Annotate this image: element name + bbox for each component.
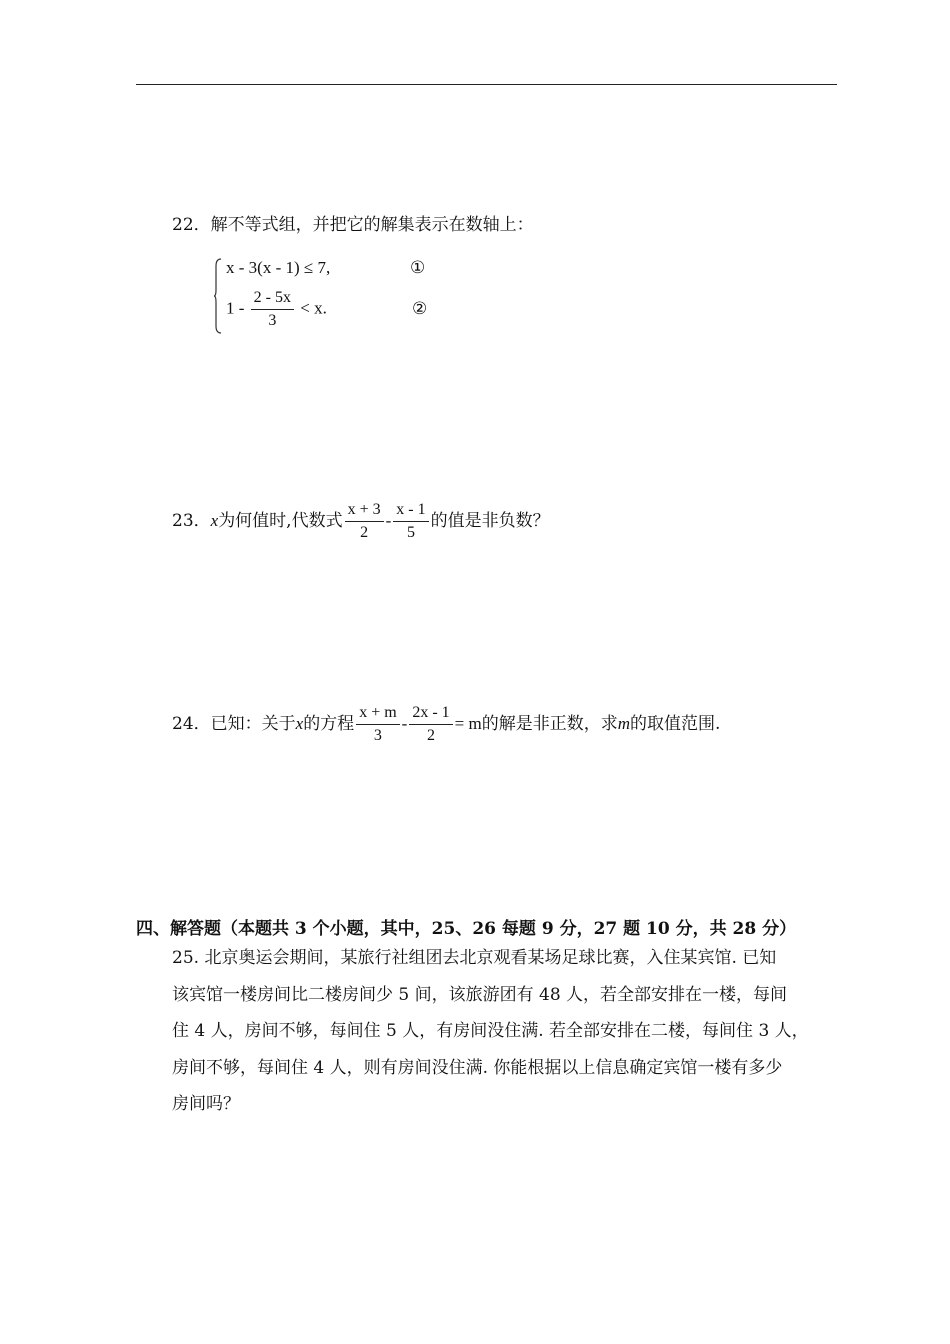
- q23-fraction-1: [345, 501, 384, 542]
- q24-f1-numerator: x + m: [356, 704, 399, 725]
- q25-line: 房间不够，每间住 4 人，则有房间没住满. 你能根据以上信息确定宾馆一楼有多少: [172, 1057, 783, 1078]
- q22-mark-1: ①: [410, 258, 426, 278]
- q23-fraction-2: [393, 501, 428, 542]
- section-4-heading: 四、解答题（本题共 3 个小题，其中，25、26 每题 9 分，27 题 10 分，共 28 分）: [136, 919, 797, 939]
- q23-text-2: 的值是非负数？: [430, 511, 550, 531]
- q22-ineq2-pre: 1 -: [226, 298, 245, 318]
- q22-inequality-1: x - 3(x - 1) ≤ 7,: [226, 258, 331, 277]
- q24-number: 24．: [172, 714, 211, 734]
- q22-ineq2-post: < x.: [300, 298, 327, 318]
- q22-ineq2-numerator: 2 - 5x: [251, 289, 294, 310]
- q23-f2-denominator: 5: [406, 524, 415, 541]
- q25-paragraph: [172, 940, 840, 1123]
- q25-line: 房间吗？: [172, 1094, 240, 1114]
- q24-f1-denominator: 3: [373, 727, 382, 744]
- q22-ineq2-fraction: [251, 289, 294, 330]
- q24: [172, 704, 720, 745]
- q24-f2-numerator: 2x - 1: [409, 704, 452, 725]
- q24-equals-m: = m: [454, 714, 482, 733]
- q24-text-2: 的方程: [303, 714, 355, 734]
- q24-variable-x: x: [295, 714, 304, 733]
- q24-fraction-1: [356, 704, 399, 745]
- q22-inequality-2: [226, 289, 327, 330]
- q24-variable-m: m: [617, 714, 630, 733]
- q22-mark-2: ②: [412, 299, 428, 319]
- system-brace: [214, 258, 222, 334]
- q24-text-3: 的解是非正数，求: [481, 714, 618, 734]
- q23-f1-denominator: 2: [360, 524, 369, 541]
- q23-text-1: 为何值时,代数式: [218, 511, 343, 531]
- q24-f2-denominator: 2: [426, 727, 435, 744]
- q23-f1-numerator: x + 3: [345, 501, 384, 522]
- q23-number: 23．: [172, 511, 211, 531]
- q22-ineq2-denominator: 3: [268, 312, 277, 329]
- q25-line: 该宾馆一楼房间比二楼房间少 5 间，该旅游团有 48 人，若全部安排在一楼，每间: [172, 984, 788, 1005]
- q23-f2-numerator: x - 1: [393, 501, 428, 522]
- q24-fraction-2: [409, 704, 452, 745]
- q25-line: 25. 北京奥运会期间，某旅行社组团去北京观看某场足球比赛，入住某宾馆. 已知: [172, 948, 777, 968]
- q23-minus: -: [385, 511, 392, 530]
- q23-variable: x: [210, 511, 219, 530]
- q24-text-4: 的取值范围.: [630, 714, 721, 734]
- q24-text-1: 已知：关于: [210, 714, 296, 734]
- q24-minus: -: [401, 714, 408, 733]
- header-rule: [136, 84, 837, 85]
- q25-line: 住 4 人，房间不够，每间住 5 人，有房间没住满. 若全部安排在二楼，每间住 3 人，: [172, 1021, 809, 1041]
- q22-stem: 22．解不等式组，并把它的解集表示在数轴上：: [172, 215, 534, 235]
- q23: [172, 501, 550, 542]
